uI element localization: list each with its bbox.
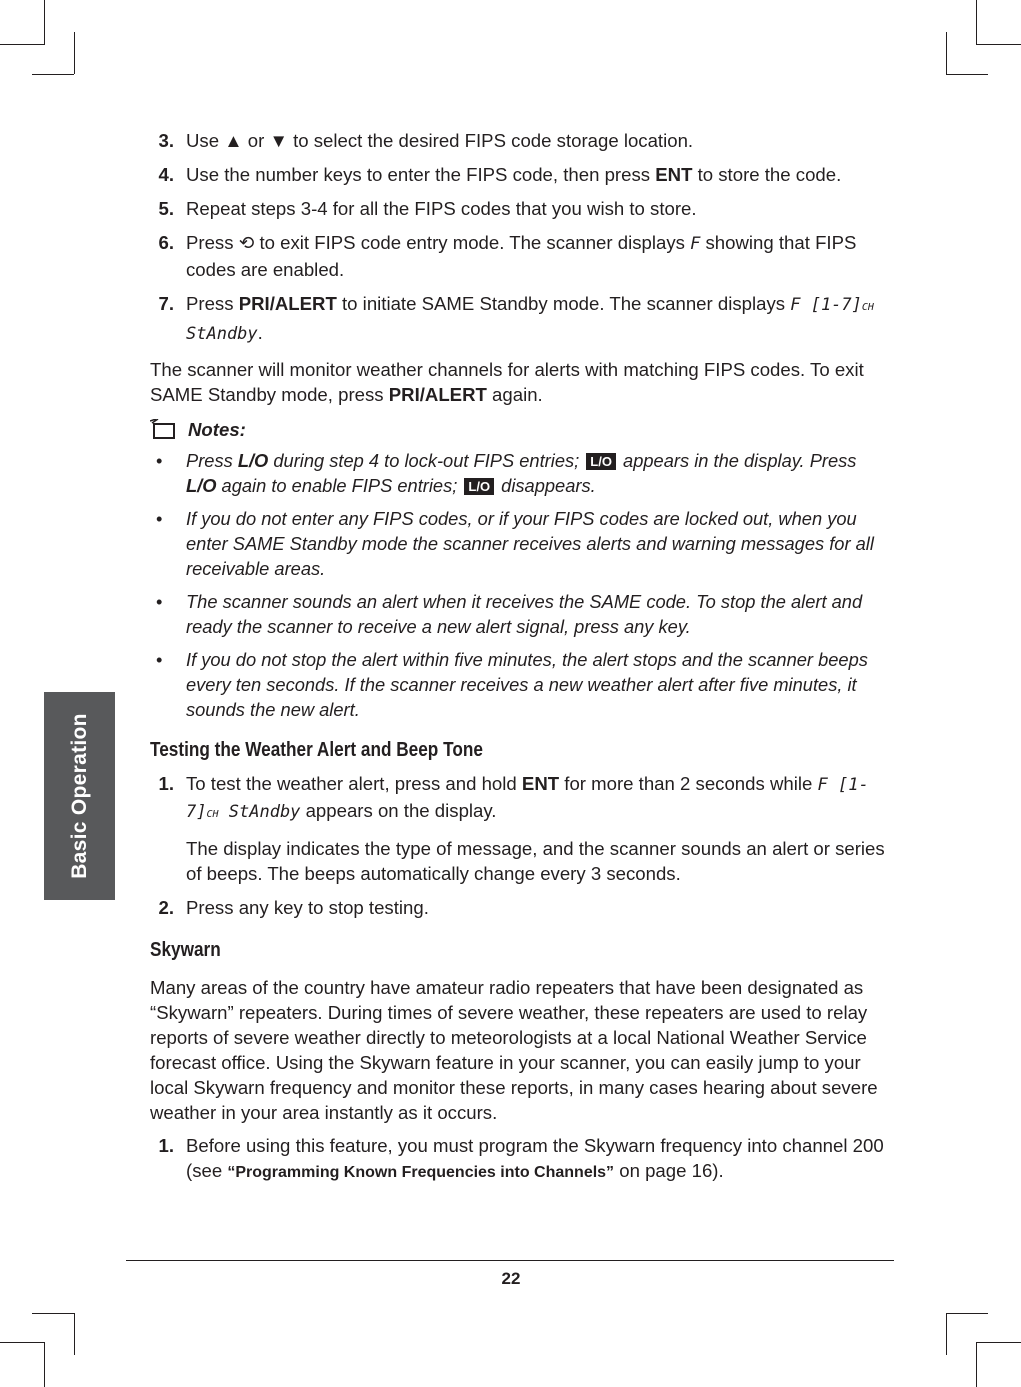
text-run: . [257, 322, 263, 343]
page-content [150, 128, 890, 1194]
notes-label: Notes: [188, 419, 246, 440]
step-text [186, 196, 890, 221]
lcd-display-text: StAndby [186, 324, 258, 344]
text-run: If you do not enter any FIPS codes, or if your FIPS codes are locked out, when you enter SAME Standby mode the scanner receives alerts and warning messages for all receivable areas. [186, 508, 874, 579]
lcd-display-text: F [1-7] [186, 775, 869, 822]
note-item [150, 506, 890, 581]
lcd-display-text: CH [861, 302, 874, 313]
lcd-display-text: F [1-7] [790, 295, 862, 315]
key-name: L/O [237, 450, 269, 471]
text-run: Press any key to stop testing. [186, 897, 429, 918]
step-number: 1. [158, 773, 174, 794]
step-number: 2. [158, 897, 174, 918]
skywarn-heading: Skywarn [150, 939, 221, 961]
step-text [186, 1133, 890, 1185]
bullet-icon: • [156, 508, 163, 529]
step-text [186, 895, 890, 920]
numbered-step [150, 1133, 890, 1185]
step-text [186, 230, 890, 282]
numbered-step [150, 196, 890, 221]
cross-reference: “Programming Known Frequencies into Channels” [227, 1164, 615, 1181]
text-run: or [242, 130, 270, 151]
lcd-display-text: F [690, 234, 701, 254]
monitor-paragraph [150, 357, 890, 407]
note-item [150, 448, 890, 498]
text-run: showing that FIPS codes are enabled. [186, 232, 857, 280]
text-run: The scanner will monitor weather channels for alerts with matching FIPS codes. To exit SAME Standby mode, press [150, 359, 864, 405]
numbered-step [150, 162, 890, 187]
text-run: for more than 2 seconds while [559, 773, 818, 794]
text-run: Press [186, 450, 238, 471]
page-number: 22 [501, 1269, 521, 1288]
lcd-display-text: StAndby [218, 802, 301, 822]
skywarn-paragraph: Many areas of the country have amateur radio repeaters that have been designated as “Skywarn” repeaters. During times of severe weather, these repeaters are used to relay reports of severe weather directly to meteorologists at a local National Weather Service forecast office. Using the Skywarn feature in your scanner, you can easily jump to your local Skywarn frequency and monitor these reports, in many cases hearing about severe weather in your area instantly as it occurs. [150, 977, 878, 1123]
text-run: to exit FIPS code entry mode. The scanner displays [254, 232, 691, 253]
lockout-indicator: L/O [464, 478, 494, 495]
down-arrow-icon: ▼ [269, 130, 288, 151]
text-run: appears on the display. [300, 800, 497, 821]
testing-heading: Testing the Weather Alert and Beep Tone [150, 739, 483, 761]
notes-heading [150, 417, 890, 442]
key-name: ENT [521, 773, 560, 794]
text-run: Use [186, 130, 225, 151]
numbered-step [150, 771, 890, 886]
text-run: Before using this feature, you must program the Skywarn frequency into channel 200 (see [186, 1135, 884, 1181]
text-run: disappears. [496, 475, 596, 496]
testing-steps-list [150, 771, 890, 920]
bullet-icon: • [156, 591, 163, 612]
step-number: 7. [158, 293, 174, 314]
step-number: 5. [158, 198, 174, 219]
text-run: during step 4 to lock-out FIPS entries; [268, 450, 585, 471]
note-item [150, 589, 890, 639]
text-run: Use the number keys to enter the FIPS code, then press [186, 164, 656, 185]
skywarn-steps-list [150, 1133, 890, 1185]
text-run: Repeat steps 3-4 for all the FIPS codes that you wish to store. [186, 198, 697, 219]
text-run: again. [486, 384, 543, 405]
up-arrow-icon: ▲ [224, 130, 243, 151]
bullet-icon: • [156, 450, 163, 471]
step-number: 3. [158, 130, 174, 151]
text-run: to store the code. [692, 164, 842, 185]
text-run: To test the weather alert, press and hold [186, 773, 522, 794]
text-run: The scanner sounds an alert when it receives the SAME code. To stop the alert and ready the scanner to receive a new alert signal, press any key. [186, 591, 863, 637]
step-number: 1. [158, 1135, 174, 1156]
lcd-display-text: CH [206, 809, 219, 820]
step-text [186, 162, 890, 187]
text-run: Press [186, 232, 239, 253]
footer-rule [126, 1260, 894, 1261]
note-pad-icon [150, 419, 178, 441]
step-text [186, 128, 890, 153]
note-item [150, 647, 890, 722]
notes-list [150, 448, 890, 722]
numbered-step [150, 895, 890, 920]
key-name: PRI/ALERT [388, 384, 487, 405]
section-side-tab [44, 692, 115, 900]
step-detail: The display indicates the type of message, and the scanner sounds an alert or series of beeps. The beeps automatically change every 3 seconds. [186, 838, 885, 884]
step-number: 6. [158, 232, 174, 253]
numbered-step [150, 291, 890, 347]
fips-steps-list [150, 128, 890, 347]
step-number: 4. [158, 164, 174, 185]
key-name: L/O [186, 475, 217, 496]
weather-icon: ⟲ [238, 232, 255, 253]
bullet-icon: • [156, 649, 163, 670]
numbered-step [150, 230, 890, 282]
text-run: on page 16). [614, 1160, 724, 1181]
text-run: to select the desired FIPS code storage location. [287, 130, 694, 151]
text-run: Press [186, 293, 239, 314]
text-run: to initiate SAME Standby mode. The scanner displays [336, 293, 791, 314]
numbered-step [150, 128, 890, 153]
side-tab-label: Basic Operation [67, 713, 91, 879]
lockout-indicator: L/O [586, 453, 616, 470]
text-run: again to enable FIPS entries; [216, 475, 463, 496]
step-text [186, 291, 890, 347]
key-name: PRI/ALERT [238, 293, 337, 314]
step-text [186, 771, 890, 827]
text-run: appears in the display. Press [617, 450, 857, 471]
key-name: ENT [655, 164, 693, 185]
text-run: If you do not stop the alert within five minutes, the alert stops and the scanner beeps every ten seconds. If the scanner receives a new weather alert after five minutes, it sounds the new alert. [186, 649, 868, 720]
